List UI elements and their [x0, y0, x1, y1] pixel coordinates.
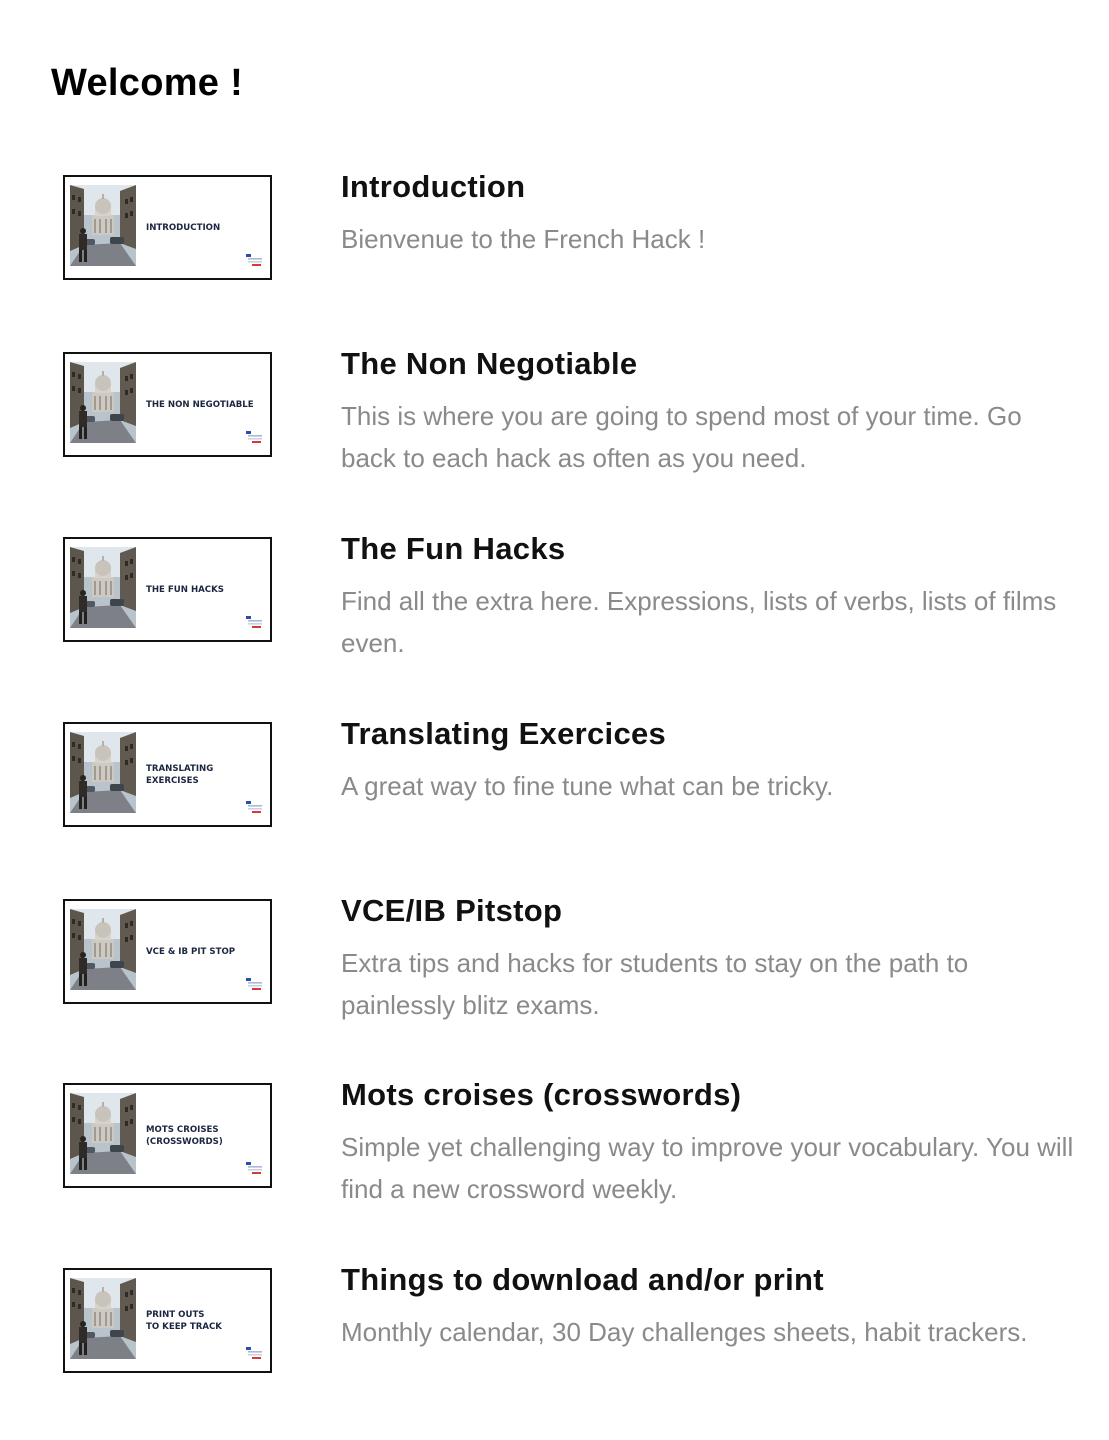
module-title[interactable]: Things to download and/or print	[341, 1262, 824, 1297]
module-description: Bienvenue to the French Hack !	[341, 224, 706, 254]
module-thumbnail[interactable]	[63, 1083, 272, 1188]
thumbnail-label: TRANSLATING EXERCISES	[146, 763, 214, 786]
module-description: Extra tips and hacks for students to stay on the path to painlessly blitz exams.	[341, 948, 969, 1020]
flag-logo-icon	[246, 1162, 264, 1180]
pantheon-photo-icon	[70, 185, 136, 266]
module-thumbnail[interactable]	[63, 899, 272, 1004]
module-title[interactable]: The Fun Hacks	[341, 531, 566, 566]
module-thumbnail[interactable]	[63, 175, 272, 280]
thumbnail-label: THE NON NEGOTIABLE	[146, 399, 254, 410]
pantheon-photo-icon	[70, 732, 136, 813]
module-description: This is where you are going to spend most of your time. Go back to each hack as often as you need.	[341, 401, 1022, 473]
flag-logo-icon	[246, 616, 264, 634]
module-description: Monthly calendar, 30 Day challenges sheets, habit trackers.	[341, 1317, 1028, 1347]
module-thumbnail[interactable]	[63, 537, 272, 642]
module-thumbnail[interactable]	[63, 352, 272, 457]
thumbnail-label: VCE & IB PIT STOP	[146, 946, 236, 957]
flag-logo-icon	[246, 978, 264, 996]
module-description: A great way to fine tune what can be tricky.	[341, 771, 834, 801]
pantheon-photo-icon	[70, 1093, 136, 1174]
module-thumbnail[interactable]	[63, 1268, 272, 1373]
module-description: Simple yet challenging way to improve your vocabulary. You will find a new crossword weekly.	[341, 1132, 1074, 1204]
module-title[interactable]: Mots croises (crosswords)	[341, 1077, 742, 1112]
thumbnail-label: MOTS CROISES (CROSSWORDS)	[146, 1124, 223, 1147]
thumbnail-label: PRINT OUTS TO KEEP TRACK	[146, 1309, 222, 1332]
pantheon-photo-icon	[70, 1278, 136, 1359]
module-title[interactable]: Introduction	[341, 169, 526, 204]
flag-logo-icon	[246, 431, 264, 449]
flag-logo-icon	[246, 801, 264, 819]
pantheon-photo-icon	[70, 909, 136, 990]
thumbnail-label: INTRODUCTION	[146, 222, 221, 233]
module-title[interactable]: The Non Negotiable	[341, 346, 638, 381]
flag-logo-icon	[246, 1347, 264, 1365]
module-description: Find all the extra here. Expressions, lists of verbs, lists of films even.	[341, 586, 1057, 658]
module-thumbnail[interactable]	[63, 722, 272, 827]
pantheon-photo-icon	[70, 547, 136, 628]
page-title: Welcome !	[51, 62, 244, 104]
flag-logo-icon	[246, 254, 264, 272]
pantheon-photo-icon	[70, 362, 136, 443]
thumbnail-label: THE FUN HACKS	[146, 584, 224, 595]
module-title[interactable]: Translating Exercices	[341, 716, 667, 751]
module-title[interactable]: VCE/IB Pitstop	[341, 893, 563, 928]
